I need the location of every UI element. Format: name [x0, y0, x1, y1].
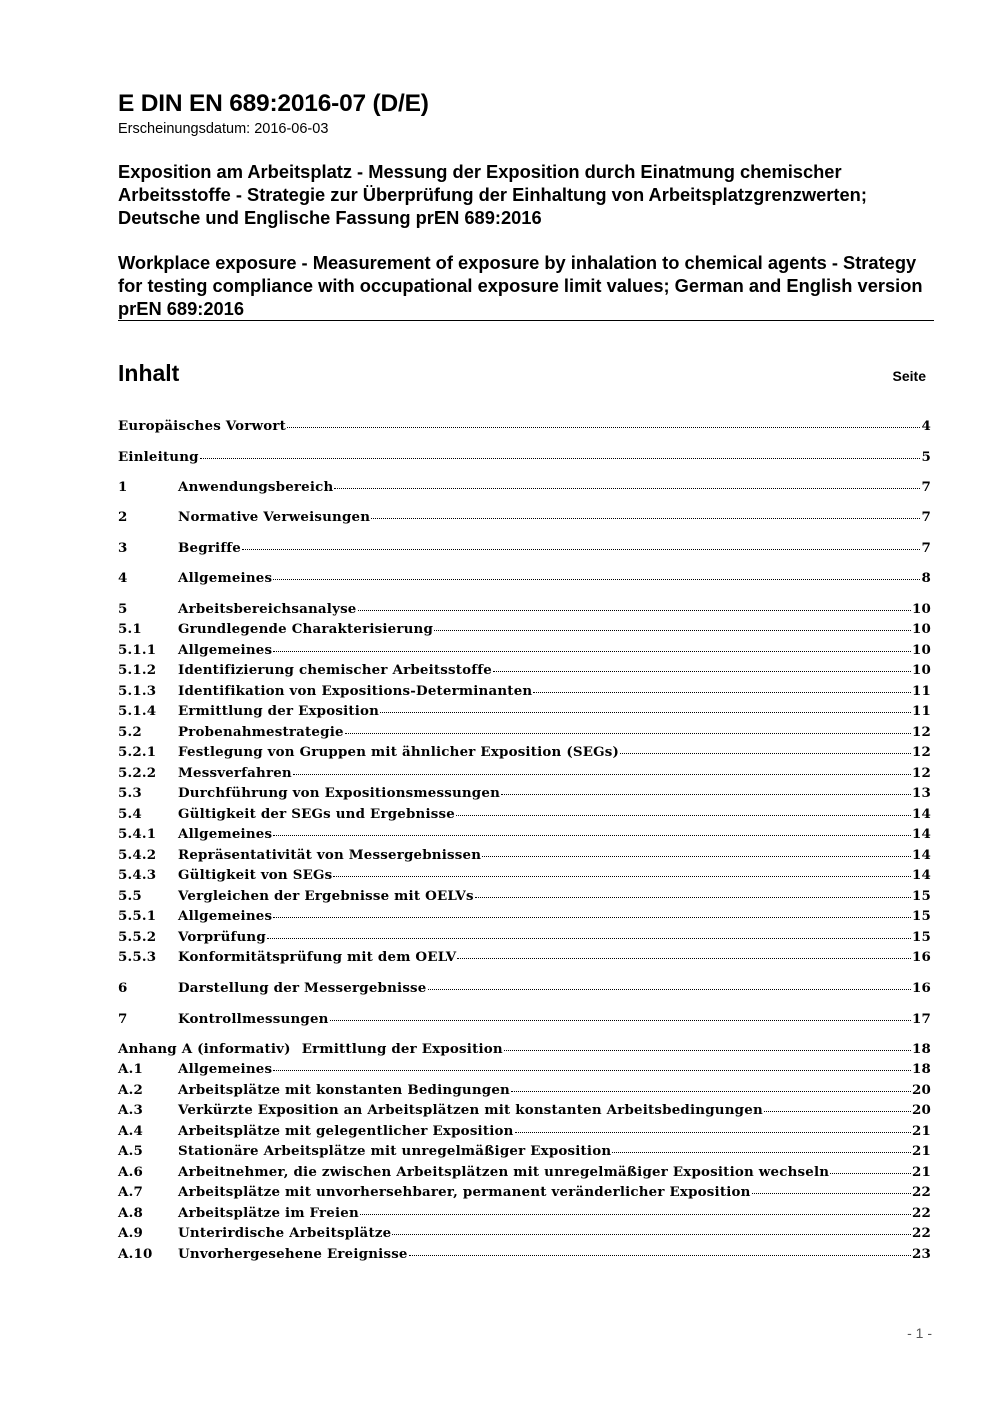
toc-dot-leader [273, 651, 911, 652]
toc-entry-label: Messverfahren [178, 765, 292, 781]
toc-entry[interactable] [118, 826, 931, 846]
toc-entry-label: Einleitung [118, 449, 199, 465]
toc-entry-label: Vergleichen der Ergebnisse mit OELVs [178, 888, 474, 904]
toc-entry-page: 18 [911, 1041, 931, 1057]
toc-entry-number: 5.2.2 [118, 765, 157, 781]
toc-entry[interactable] [118, 744, 931, 764]
toc-entry[interactable] [118, 949, 931, 969]
toc-entry-label: Europäisches Vorwort [118, 418, 287, 434]
toc-entry[interactable] [118, 540, 931, 560]
toc-entry[interactable] [118, 1082, 931, 1102]
toc-entry-number: 5.2.1 [118, 744, 157, 760]
toc-entry-page: 21 [911, 1123, 931, 1139]
toc-entry-label: Unterirdische Arbeitsplätze [178, 1225, 392, 1241]
toc-entry[interactable] [118, 570, 931, 590]
toc-entry-label: Allgemeines [178, 570, 273, 586]
toc-entry-page: 16 [911, 980, 931, 996]
toc-entry-label: Allgemeines [178, 642, 273, 658]
toc-entry-number: A.10 [118, 1246, 153, 1262]
toc-dot-leader [273, 835, 911, 836]
toc-entry-label: Identifikation von Expositions-Determinanten [178, 683, 533, 699]
toc-entry-page: 10 [911, 662, 931, 678]
toc-entry[interactable] [118, 806, 931, 826]
toc-entry-label: Arbeitnehmer, die zwischen Arbeitsplätzen mit unregelmäßiger Exposition wechseln [178, 1164, 830, 1180]
toc-entry-page: 14 [911, 826, 931, 842]
toc-entry-number: 5.2 [118, 724, 142, 740]
toc-dot-leader [428, 989, 911, 990]
toc-entry-label: Arbeitsplätze mit unvorhersehbarer, permanent veränderlicher Exposition [178, 1184, 751, 1200]
toc-entry[interactable] [118, 980, 931, 1000]
toc-dot-leader [273, 579, 920, 580]
toc-entry-page: 7 [921, 509, 931, 525]
toc-entry[interactable] [118, 418, 931, 438]
toc-entry[interactable] [118, 703, 931, 723]
toc-dot-leader [345, 733, 911, 734]
toc-entry-page: 8 [921, 570, 931, 586]
toc-dot-leader [409, 1255, 911, 1256]
toc-dot-leader [287, 427, 920, 428]
toc-entry-page: 10 [911, 601, 931, 617]
toc-entry[interactable] [118, 1011, 931, 1031]
toc-entry-page: 12 [911, 765, 931, 781]
toc-entry-number: 5.4 [118, 806, 142, 822]
toc-entry-label: Stationäre Arbeitsplätze mit unregelmäßiger Exposition [178, 1143, 612, 1159]
toc-entry[interactable] [118, 908, 931, 928]
toc-entry-number: 5.5.3 [118, 949, 157, 965]
toc-entry-label: Festlegung von Gruppen mit ähnlicher Exposition (SEGs) [178, 744, 620, 760]
toc-entry[interactable] [118, 479, 931, 499]
toc-entry[interactable] [118, 1225, 931, 1245]
toc-entry[interactable] [118, 1205, 931, 1225]
toc-dot-leader [457, 958, 911, 959]
toc-dot-leader [293, 774, 911, 775]
toc-dot-leader [358, 610, 911, 611]
toc-entry-page: 22 [911, 1205, 931, 1221]
toc-entry-page: 5 [921, 449, 931, 465]
toc-dot-leader [475, 897, 911, 898]
toc-entry[interactable] [118, 1184, 931, 1204]
toc-dot-leader [620, 753, 911, 754]
toc-entry-label: Arbeitsplätze mit konstanten Bedingungen [178, 1082, 510, 1098]
toc-entry[interactable] [118, 1061, 931, 1081]
toc-entry-page: 7 [921, 479, 931, 495]
toc-entry-number: 5.1.3 [118, 683, 157, 699]
toc-entry-number: 7 [118, 1011, 128, 1027]
toc-dot-leader [504, 1050, 911, 1051]
toc-entry-page: 21 [911, 1143, 931, 1159]
toc-entry-label: Probenahmestrategie [178, 724, 344, 740]
toc-entry[interactable] [118, 724, 931, 744]
toc-entry-label: Anwendungsbereich [178, 479, 334, 495]
toc-entry[interactable] [118, 449, 931, 469]
title-english: Workplace exposure - Measurement of exposure by inhalation to chemical agents - Strategy for testing compliance with occupational exposure limit values; German and English version prEN 689:2016 [118, 252, 923, 319]
toc-entry-label: Begriffe [178, 540, 241, 556]
toc-entry[interactable] [118, 1102, 931, 1122]
toc-dot-leader [830, 1173, 911, 1174]
toc-entry-number: A.1 [118, 1061, 143, 1077]
toc-entry-page: 15 [911, 888, 931, 904]
toc-entry-label: Unvorhergesehene Ereignisse [178, 1246, 408, 1262]
toc-dot-leader [434, 630, 911, 631]
toc-dot-leader [360, 1214, 911, 1215]
toc-entry[interactable] [118, 683, 931, 703]
toc-entry-number: 5.4.2 [118, 847, 157, 863]
toc-entry-number: A.6 [118, 1164, 143, 1180]
toc-entry[interactable] [118, 1143, 931, 1163]
toc-entry-label: Durchführung von Expositionsmessungen [178, 785, 501, 801]
toc-entry-number: A.7 [118, 1184, 143, 1200]
toc-dot-leader [330, 1020, 911, 1021]
page-number: - 1 - [907, 1325, 932, 1341]
toc-entry-page: 22 [911, 1184, 931, 1200]
toc-entry-number: 5.1.1 [118, 642, 157, 658]
toc-entry[interactable] [118, 929, 931, 949]
toc-dot-leader [334, 488, 920, 489]
toc-entry[interactable] [118, 765, 931, 785]
toc-dot-leader [456, 815, 911, 816]
toc-entry-page: 13 [911, 785, 931, 801]
toc-entry-annex: Anhang A (informativ) [118, 1041, 291, 1057]
publication-date: Erscheinungsdatum: 2016-06-03 [118, 121, 329, 137]
toc-entry-label: Allgemeines [178, 908, 273, 924]
title-german: Exposition am Arbeitsplatz - Messung der Exposition durch Einatmung chemischer Arbeitsstoffe - Strategie zur Überprüfung der Einhaltung von Arbeitsplatzgrenzwerten; Deutsche und Englische Fassung prEN 689:2016 [118, 161, 867, 228]
toc-entry[interactable] [118, 509, 931, 529]
toc-entry-number: 4 [118, 570, 128, 586]
toc-dot-leader [333, 876, 911, 877]
toc-entry-page: 12 [911, 724, 931, 740]
toc-entry-page: 22 [911, 1225, 931, 1241]
toc-dot-leader [501, 794, 911, 795]
toc-entry-label: Verkürzte Exposition an Arbeitsplätzen mit konstanten Arbeitsbedingungen [178, 1102, 763, 1118]
toc-dot-leader [533, 692, 911, 693]
toc-entry-number: 6 [118, 980, 128, 996]
toc-dot-leader [273, 1070, 911, 1071]
toc-entry-label: Ermittlung der Exposition [301, 1041, 503, 1057]
toc-entry-page: 14 [911, 867, 931, 883]
toc-entry-number: 5.5.1 [118, 908, 157, 924]
toc-entry-number: 5 [118, 601, 128, 617]
toc-entry[interactable] [118, 867, 931, 887]
toc-entry-label: Normative Verweisungen [178, 509, 371, 525]
toc-entry-label: Arbeitsplätze im Freien [178, 1205, 359, 1221]
toc-entry-label: Repräsentativität von Messergebnissen [178, 847, 482, 863]
toc-entry[interactable] [118, 1246, 931, 1266]
toc-entry-number: A.2 [118, 1082, 143, 1098]
toc-entry-page: 14 [911, 847, 931, 863]
toc-entry[interactable] [118, 662, 931, 682]
toc-heading: Inhalt [118, 360, 180, 386]
toc-entry[interactable] [118, 621, 931, 641]
toc-dot-leader [515, 1132, 911, 1133]
toc-dot-leader [752, 1193, 911, 1194]
toc-dot-leader [392, 1234, 911, 1235]
toc-entry-number: A.8 [118, 1205, 143, 1221]
toc-entry-page: 20 [911, 1102, 931, 1118]
toc-entry-page: 21 [911, 1164, 931, 1180]
toc-entry-page: 4 [921, 418, 931, 434]
toc-entry-number: 5.1.2 [118, 662, 157, 678]
toc-entry-number: A.5 [118, 1143, 143, 1159]
toc-entry-label: Identifizierung chemischer Arbeitsstoffe [178, 662, 492, 678]
toc-entry-page: 18 [911, 1061, 931, 1077]
toc-entry-label: Allgemeines [178, 1061, 273, 1077]
toc-entry-number: 5.3 [118, 785, 142, 801]
toc-entry-number: 5.5 [118, 888, 142, 904]
toc-entry-label: Gültigkeit der SEGs und Ergebnisse [178, 806, 455, 822]
toc-entry[interactable] [118, 888, 931, 908]
toc-dot-leader [200, 458, 921, 459]
toc-entry-page: 10 [911, 621, 931, 637]
toc-entry[interactable] [118, 847, 931, 867]
toc-entry-page: 12 [911, 744, 931, 760]
toc-entry-number: 3 [118, 540, 128, 556]
toc-entry-number: 5.1.4 [118, 703, 157, 719]
toc-dot-leader [612, 1152, 911, 1153]
toc-entry-page: 20 [911, 1082, 931, 1098]
toc-entry-number: A.4 [118, 1123, 143, 1139]
toc-entry-page: 11 [911, 703, 931, 719]
toc-entry-number: 5.5.2 [118, 929, 157, 945]
toc-entry-number: A.9 [118, 1225, 143, 1241]
document-id: E DIN EN 689:2016-07 (D/E) [118, 90, 429, 117]
toc-entry[interactable] [118, 1041, 931, 1061]
toc-dot-leader [493, 671, 911, 672]
toc-entry-number: 5.1 [118, 621, 142, 637]
toc-dot-leader [273, 917, 911, 918]
toc-entry-page: 7 [921, 540, 931, 556]
toc-entry-label: Allgemeines [178, 826, 273, 842]
toc-entry-page: 16 [911, 949, 931, 965]
toc-entry-number: A.3 [118, 1102, 143, 1118]
toc-entry-page: 17 [911, 1011, 931, 1027]
toc-entry-label: Grundlegende Charakterisierung [178, 621, 434, 637]
toc-dot-leader [242, 549, 920, 550]
toc-entry-number: 2 [118, 509, 128, 525]
toc-entry[interactable] [118, 601, 931, 621]
toc-entry-label: Gültigkeit von SEGs [178, 867, 333, 883]
toc-entry-label: Arbeitsplätze mit gelegentlicher Exposition [178, 1123, 514, 1139]
toc-entry[interactable] [118, 642, 931, 662]
toc-page-column-label: Seite [892, 368, 926, 384]
toc-entry-label: Ermittlung der Exposition [178, 703, 380, 719]
toc-entry-page: 11 [911, 683, 931, 699]
toc-entry-label: Vorprüfung [178, 929, 266, 945]
toc-entry[interactable] [118, 1123, 931, 1143]
toc-dot-leader [267, 938, 911, 939]
toc-entry-page: 14 [911, 806, 931, 822]
toc-dot-leader [764, 1111, 911, 1112]
toc-dot-leader [371, 518, 920, 519]
toc-dot-leader [380, 712, 911, 713]
toc-entry-page: 15 [911, 908, 931, 924]
toc-entry-number: 5.4.1 [118, 826, 157, 842]
toc-entry[interactable] [118, 1164, 931, 1184]
toc-dot-leader [482, 856, 911, 857]
toc-entry-page: 23 [911, 1246, 931, 1262]
toc-entry-label: Kontrollmessungen [178, 1011, 329, 1027]
toc-entry-label: Arbeitsbereichsanalyse [178, 601, 357, 617]
toc-entry-label: Darstellung der Messergebnisse [178, 980, 427, 996]
toc-entry-label: Konformitätsprüfung mit dem OELV [178, 949, 457, 965]
toc-entry-number: 5.4.3 [118, 867, 157, 883]
toc-dot-leader [511, 1091, 911, 1092]
toc-entry-page: 15 [911, 929, 931, 945]
toc-entry-number: 1 [118, 479, 128, 495]
toc-entry-page: 10 [911, 642, 931, 658]
toc-entry[interactable] [118, 785, 931, 805]
